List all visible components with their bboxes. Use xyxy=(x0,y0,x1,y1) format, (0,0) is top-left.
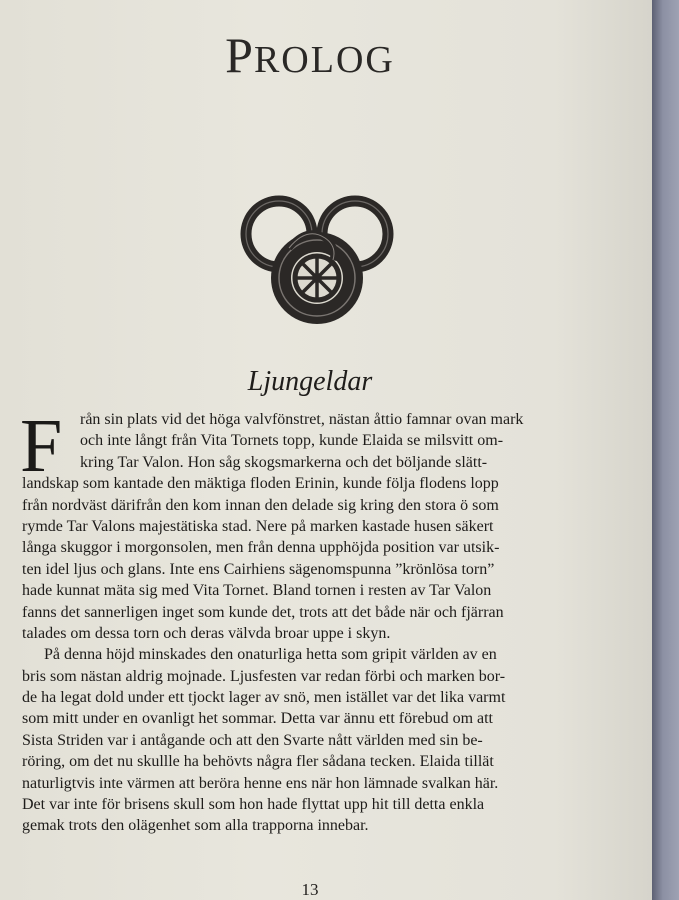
text-line: På denna höjd minskades den onaturliga hetta som gripit världen av en xyxy=(44,646,497,664)
text-line: från nordväst därifrån den kom innan den delade sig kring den stora ö som xyxy=(22,496,499,514)
text-line: och inte långt från Vita Tornets topp, kunde Elaida se milsvitt om- xyxy=(80,432,504,450)
text-line: rymde Tar Valons majestätiska stad. Nere på marken kastade husen säkert xyxy=(22,517,494,535)
text-line: landskap som kantade den mäktiga floden Erinin, kunde följa flodens lopp xyxy=(22,475,499,493)
text-line: de ha legat dold under ett tjockt lager av snö, men istället var det lika varmt xyxy=(22,689,506,707)
text-line: gemak trots den olägenhet som alla trapporna innebar. xyxy=(22,817,369,835)
text-line: som mitt under en ovanligt het sommar. Detta var ännu ett förebud om att xyxy=(22,710,493,728)
wheel-serpent-rings-icon xyxy=(237,188,397,333)
chapter-title-initial: P xyxy=(225,27,254,83)
text-line: Det var inte för brisens skull som hon hade flyttat upp hit till detta enkla xyxy=(22,796,485,814)
body-text xyxy=(20,404,632,837)
chapter-title xyxy=(0,26,620,84)
text-line: rån sin plats vid det höga valvfönstret, nästan åttio famnar ovan mark xyxy=(80,411,524,428)
text-line: långa skuggor i morgonsolen, men från denna upphöjda position var utsik- xyxy=(22,539,500,557)
chapter-subtitle: Ljungeldar xyxy=(247,366,373,397)
text-line: Sista Striden var i antågande och att den Svarte nått världen med sin be- xyxy=(22,731,483,749)
text-line: talades om dessa torn och deras välvda broar uppe i skyn. xyxy=(22,624,391,642)
text-line: fanns det sannerligen inget som kunde det, trots att det både när och fjärran xyxy=(22,603,504,621)
text-line: kring Tar Valon. Hon såg skogsmarkerna och det böljande slätt- xyxy=(80,453,488,471)
page-number: 13 xyxy=(301,880,319,899)
text-line: ten idel ljus och glans. Inte ens Cairhiens sägenomspunna ”krönlösa torn” xyxy=(22,560,495,578)
adjacent-page-edge xyxy=(652,0,679,900)
text-line: hade kunnat mäta sig med Vita Tornet. Bland tornen i resten av Tar Valon xyxy=(22,582,492,600)
text-line: bris som nästan aldrig mojnade. Ljusfesten var redan förbi och marken bor- xyxy=(22,667,506,685)
drop-cap: F xyxy=(20,404,63,488)
text-line: röring, om det nu skullle ha behövts några fler sådana tecken. Elaida tillät xyxy=(22,753,494,771)
chapter-title-rest: ROLOG xyxy=(253,39,395,81)
text-line: naturligtvis inte värmen att beröra henne ens när hon lämnade svalkan här. xyxy=(22,774,499,792)
